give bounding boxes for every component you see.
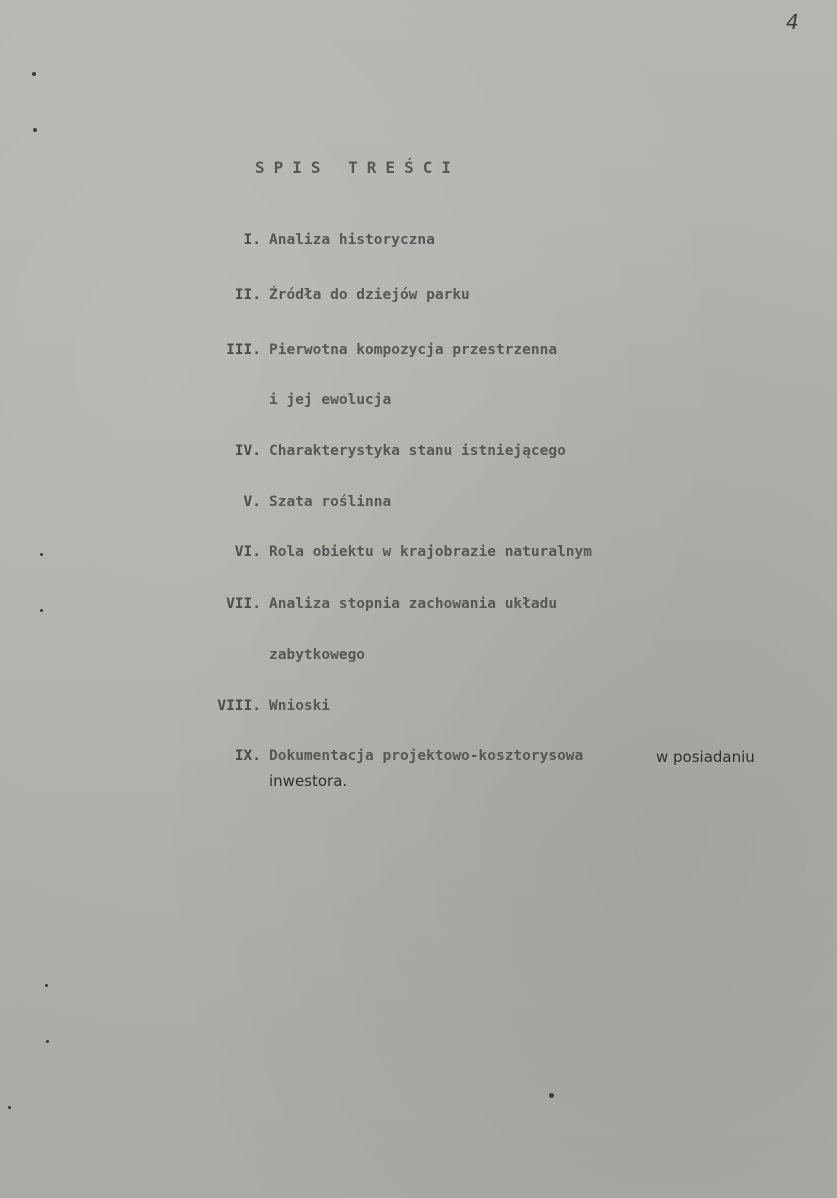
handwritten-note-line: inwestora. xyxy=(269,772,348,790)
toc-entry xyxy=(0,494,837,518)
toc-entry-title: Analiza stopnia zachowania układu xyxy=(269,596,558,612)
paper-speck xyxy=(45,984,48,987)
toc-entry-number: IX. xyxy=(234,748,261,764)
toc-entry-title: zabytkowego xyxy=(269,647,366,663)
toc-entry-title: i jej ewolucja xyxy=(269,392,392,408)
paper-speck xyxy=(40,609,43,612)
toc-entry-title: Szata roślinna xyxy=(269,494,392,510)
toc-entry xyxy=(0,443,837,467)
toc-entry xyxy=(0,596,837,620)
toc-entry-number: V. xyxy=(243,494,261,510)
toc-entry-title: Źródła do dziejów parku xyxy=(269,287,470,303)
paper-speck xyxy=(549,1093,554,1098)
toc-entry-title: Analiza historyczna xyxy=(269,232,435,248)
toc-entry-number: VII. xyxy=(226,596,261,612)
toc-entry-title: Charakterystyka stanu istniejącego xyxy=(269,443,566,459)
toc-entry-title: Rola obiektu w krajobrazie naturalnym xyxy=(269,544,593,560)
toc-entry-number: VI. xyxy=(234,544,261,560)
paper-speck xyxy=(33,128,37,132)
toc-entry-number: I. xyxy=(243,232,261,248)
page-number: 4 xyxy=(786,10,799,34)
toc-entry-number: IV. xyxy=(234,443,261,459)
toc-entry xyxy=(0,698,837,722)
toc-entry xyxy=(0,342,837,366)
toc-entry-title: Pierwotna kompozycja przestrzenna xyxy=(269,342,558,358)
toc-entry xyxy=(0,232,837,256)
toc-entry-number: II. xyxy=(234,287,261,303)
toc-entry-continuation xyxy=(0,392,837,416)
toc-entry xyxy=(0,544,837,568)
toc-entry-title: Dokumentacja projektowo-kosztorysowa xyxy=(269,748,584,764)
paper-speck xyxy=(32,72,36,76)
paper-speck xyxy=(46,1040,49,1043)
toc-entry-number: III. xyxy=(226,342,261,358)
handwritten-note-line: w posiadaniu xyxy=(656,748,755,766)
toc-entry-continuation xyxy=(0,647,837,671)
page-title: SPIS TREŚCI xyxy=(255,158,460,177)
paper-speck xyxy=(40,553,43,556)
toc-entry-title: Wnioski xyxy=(269,698,331,714)
toc-entry xyxy=(0,287,837,311)
toc-entry-number: VIII. xyxy=(217,698,261,714)
paper-speck xyxy=(8,1106,11,1109)
